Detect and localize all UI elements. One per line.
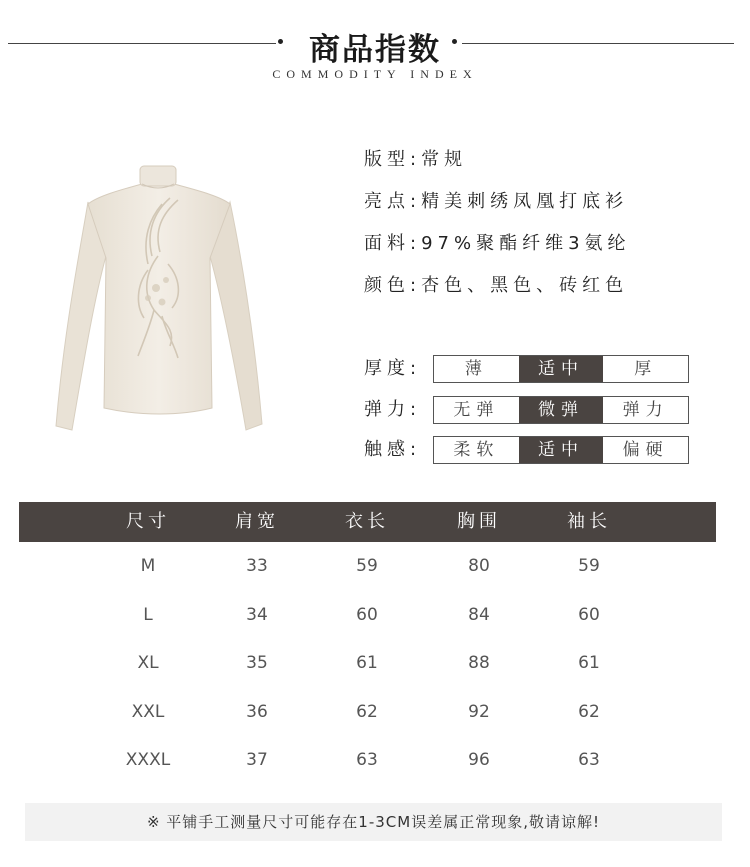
table-cell: 88 — [468, 653, 490, 673]
header-cell-chest: 胸围 — [457, 511, 501, 532]
table-cell: 63 — [356, 750, 378, 770]
header-cell-sleeve: 袖长 — [567, 511, 611, 532]
section-subtitle: COMMODITY INDEX — [272, 67, 478, 81]
attr-option: 柔软 — [453, 440, 500, 460]
table-row — [19, 639, 716, 688]
spec-value: 杏色、黑色、砖红色 — [421, 275, 629, 296]
attr-label: 厚度 — [364, 358, 410, 379]
product-image — [50, 160, 265, 440]
table-cell: 62 — [578, 701, 600, 722]
size-table-header — [19, 502, 716, 542]
table-cell: XXL — [131, 701, 165, 722]
header-line-right — [462, 43, 734, 44]
spec-row-highlight: 亮点:精美刺绣凤凰打底衫 — [364, 191, 629, 212]
section-title: 商品指数 — [309, 32, 441, 68]
table-cell: 84 — [468, 604, 490, 625]
header-cell-length: 衣长 — [345, 511, 389, 532]
table-cell: 59 — [356, 556, 378, 576]
table-cell: M — [140, 556, 156, 576]
attr-label: 弹力 — [364, 399, 410, 420]
table-cell: 60 — [356, 604, 378, 625]
attr-option-selected: 适中 — [519, 437, 604, 463]
table-row — [19, 591, 716, 640]
spec-value: 常规 — [421, 149, 468, 170]
spec-value: 精美刺绣凤凰打底衫 — [421, 191, 629, 212]
table-cell: 37 — [246, 750, 268, 770]
table-row — [19, 688, 716, 737]
table-cell: 35 — [246, 653, 268, 673]
header-dot-right — [452, 39, 457, 44]
attr-scale — [433, 436, 689, 464]
table-cell: 34 — [246, 604, 268, 625]
spec-row-fit: 版型:常规 — [364, 149, 468, 170]
table-cell: XL — [137, 653, 159, 673]
spec-row-fabric: 面料:97%聚酯纤维3氨纶 — [364, 233, 631, 254]
attr-option: 薄 — [464, 359, 488, 379]
size-table — [19, 502, 716, 785]
table-cell: 63 — [578, 750, 600, 770]
attr-option-selected: 适中 — [519, 356, 604, 382]
attr-scale — [433, 355, 689, 383]
spec-label: 颜色 — [364, 275, 410, 296]
table-cell: 61 — [356, 653, 378, 673]
section-header — [0, 22, 750, 92]
table-cell: 61 — [578, 653, 600, 673]
spec-label: 版型 — [364, 149, 410, 170]
table-cell: 60 — [578, 604, 600, 625]
measurement-note: ※ 平铺手工测量尺寸可能存在1-3CM误差属正常现象,敬请谅解! — [25, 803, 722, 841]
header-cell-shoulder: 肩宽 — [235, 511, 279, 532]
table-cell: 96 — [468, 750, 490, 770]
attr-option: 厚 — [634, 359, 658, 379]
header-cell-size: 尺寸 — [126, 511, 170, 532]
table-cell: XXXL — [125, 750, 171, 770]
attr-option: 无弹 — [453, 400, 500, 420]
table-cell: 92 — [468, 701, 490, 722]
table-cell: 80 — [468, 556, 490, 576]
spec-value: 97%聚酯纤维3氨纶 — [421, 233, 631, 254]
table-cell: 59 — [578, 556, 600, 576]
attr-label: 触感 — [364, 439, 410, 460]
spec-label: 面料 — [364, 233, 410, 254]
table-cell: L — [143, 604, 153, 625]
attr-scale — [433, 396, 689, 424]
attr-option-selected: 微弹 — [519, 397, 604, 423]
spec-label: 亮点 — [364, 191, 410, 212]
table-cell: 33 — [246, 556, 268, 576]
table-row — [19, 542, 716, 591]
product-specs — [364, 145, 631, 313]
attr-option: 偏硬 — [622, 440, 669, 460]
table-row — [19, 736, 716, 785]
spec-row-color: 颜色:杏色、黑色、砖红色 — [364, 275, 629, 296]
attr-option: 弹力 — [622, 400, 669, 420]
table-cell: 36 — [246, 701, 268, 722]
table-cell: 62 — [356, 701, 378, 722]
